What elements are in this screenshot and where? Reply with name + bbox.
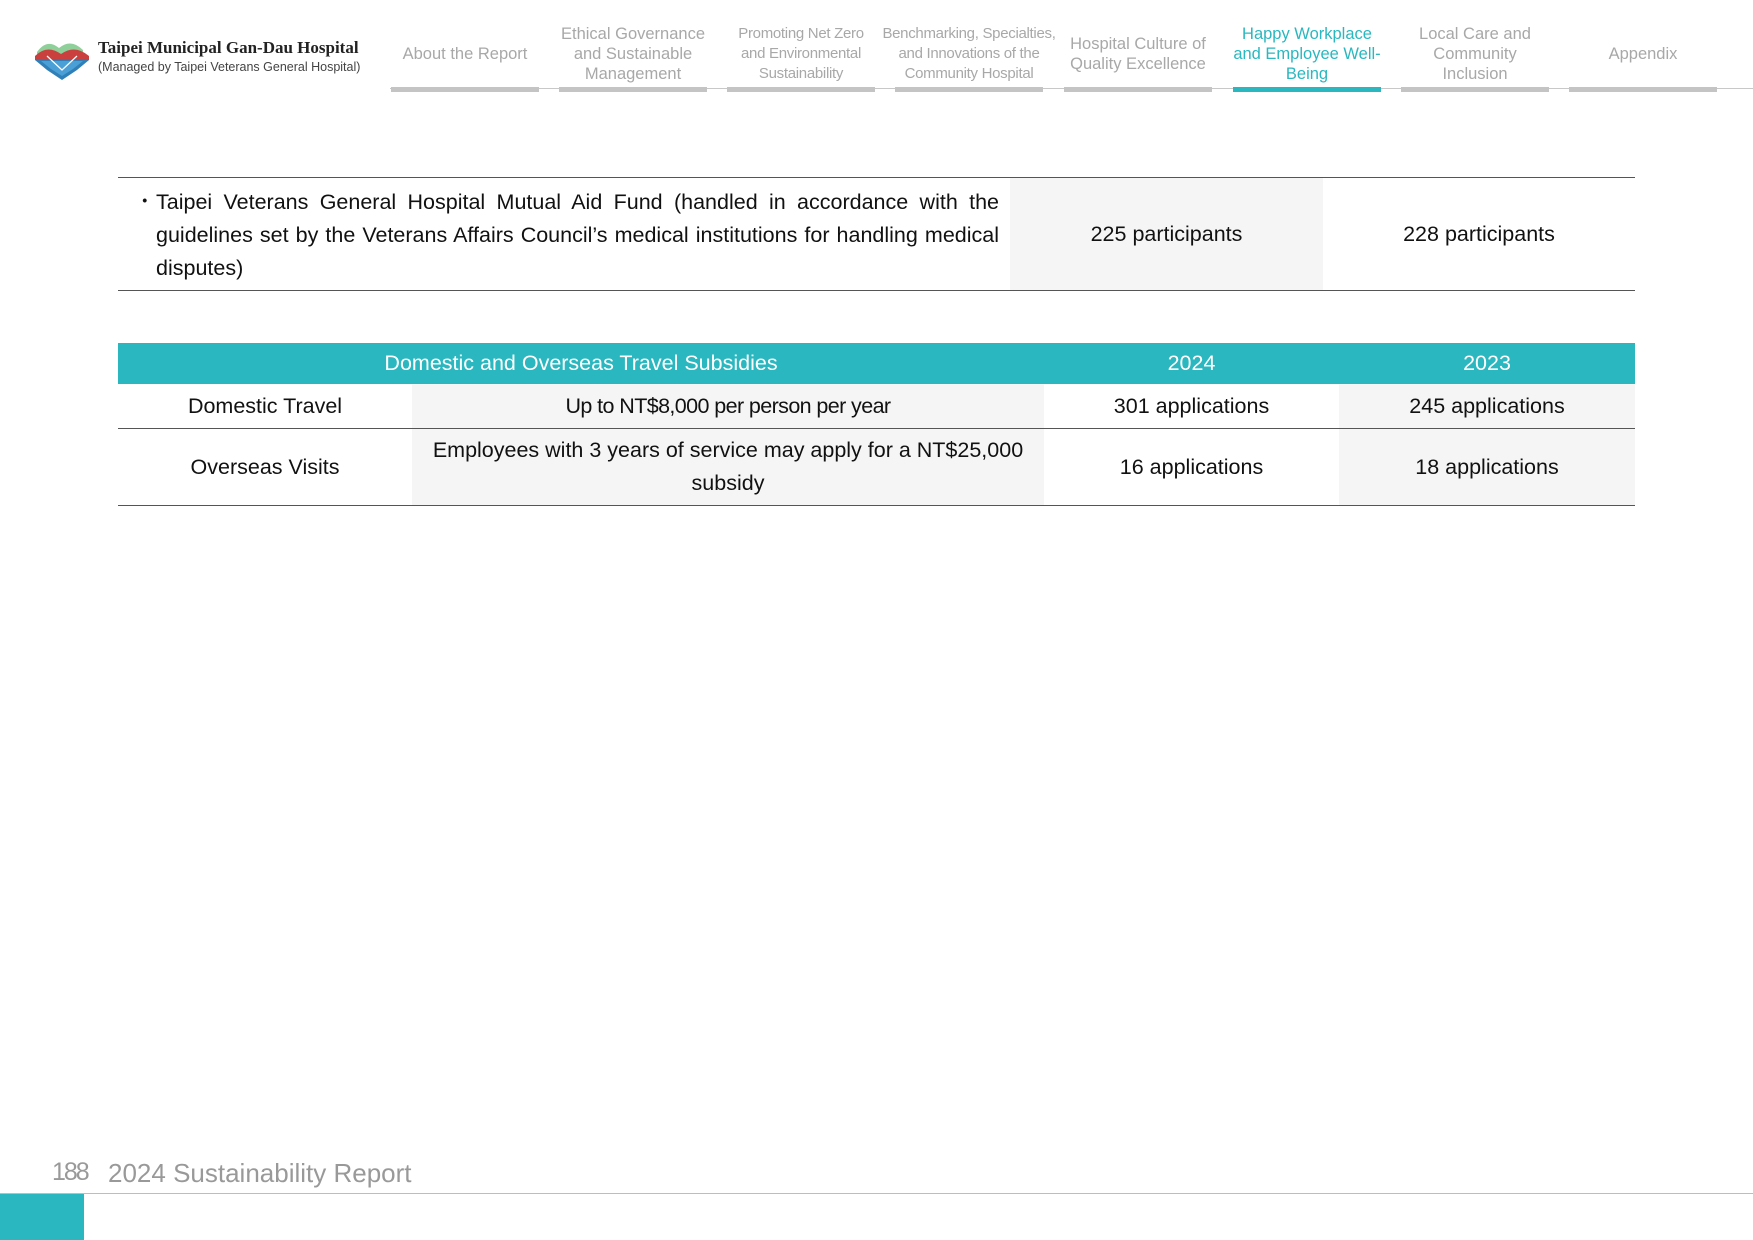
tab-local-care[interactable] bbox=[1401, 22, 1549, 92]
tab-appendix[interactable] bbox=[1569, 22, 1717, 92]
row-2023-value: 245 applications bbox=[1339, 384, 1635, 428]
tab-label: Appendix bbox=[1608, 45, 1678, 63]
row-2023-value: 18 applications bbox=[1339, 429, 1635, 505]
mutual-aid-2024-value: 225 participants bbox=[1010, 178, 1323, 290]
hospital-name: Taipei Municipal Gan-Dau Hospital bbox=[98, 38, 359, 57]
mutual-aid-text: Taipei Veterans General Hospital Mutual Aid Fund (handled in accordance with the guidelines set by the Veterans Affairs Council’s medical institutions for handling medical disputes) bbox=[156, 190, 999, 280]
tab-label: Ethical Governance and Sustainable Management bbox=[561, 25, 705, 83]
mutual-aid-2023-value: 228 participants bbox=[1403, 221, 1555, 246]
footer-divider bbox=[0, 1193, 1753, 1194]
bullet-mark: ・ bbox=[134, 190, 156, 214]
header-title: Domestic and Overseas Travel Subsidies bbox=[384, 351, 778, 375]
header-year-2023: 2023 bbox=[1463, 351, 1511, 375]
tab-indicator bbox=[1569, 87, 1717, 92]
travel-subsidies-table bbox=[118, 343, 1635, 506]
tab-about-the-report[interactable] bbox=[391, 22, 539, 92]
hospital-subtitle: (Managed by Taipei Veterans General Hospital) bbox=[98, 60, 361, 74]
tab-benchmarking[interactable] bbox=[882, 22, 1056, 92]
hospital-logo bbox=[33, 34, 393, 82]
row-type: Domestic Travel bbox=[187, 393, 343, 418]
tab-label: Benchmarking, Specialties, and Innovations of the Community Hospital bbox=[882, 25, 1056, 82]
report-title: 2024 Sustainability Report bbox=[108, 1158, 412, 1188]
tab-indicator bbox=[1401, 87, 1549, 92]
tab-label: Promoting Net Zero and Environmental Sustainability bbox=[738, 25, 864, 82]
tab-label: About the Report bbox=[402, 45, 528, 63]
tab-indicator bbox=[391, 87, 539, 92]
tab-indicator bbox=[1064, 87, 1212, 92]
tab-label: Hospital Culture of Quality Excellence bbox=[1070, 35, 1206, 73]
row-2024-value: 301 applications bbox=[1113, 393, 1270, 418]
row-detail: Employees with 3 years of service may apply for a NT$25,000 subsidy bbox=[412, 429, 1044, 505]
page-number: 188 bbox=[52, 1158, 88, 1186]
row-2024-value: 16 applications bbox=[1119, 454, 1264, 479]
tab-ethical-governance[interactable] bbox=[559, 22, 707, 92]
tab-indicator bbox=[1233, 87, 1381, 92]
footer-accent-block bbox=[0, 1194, 84, 1240]
mutual-aid-description bbox=[134, 186, 999, 285]
tab-label: Happy Workplace and Employee Well-Being bbox=[1233, 25, 1381, 83]
tab-happy-workplace[interactable] bbox=[1233, 22, 1381, 92]
mutual-aid-table bbox=[118, 177, 1635, 291]
header-year-2024: 2024 bbox=[1167, 351, 1216, 375]
tab-label: Local Care and Community Inclusion bbox=[1419, 25, 1531, 83]
table-row bbox=[118, 384, 1635, 429]
tab-net-zero[interactable] bbox=[727, 22, 875, 92]
tab-hospital-culture[interactable] bbox=[1064, 22, 1212, 92]
table-row bbox=[118, 429, 1635, 506]
table-header bbox=[118, 343, 1635, 384]
tab-indicator bbox=[559, 87, 707, 92]
tab-indicator bbox=[895, 87, 1043, 92]
hospital-logo-icon bbox=[33, 34, 91, 80]
row-type: Overseas Visits bbox=[190, 454, 340, 479]
row-detail: Up to NT$8,000 per person per year bbox=[412, 384, 1044, 428]
tab-indicator bbox=[727, 87, 875, 92]
